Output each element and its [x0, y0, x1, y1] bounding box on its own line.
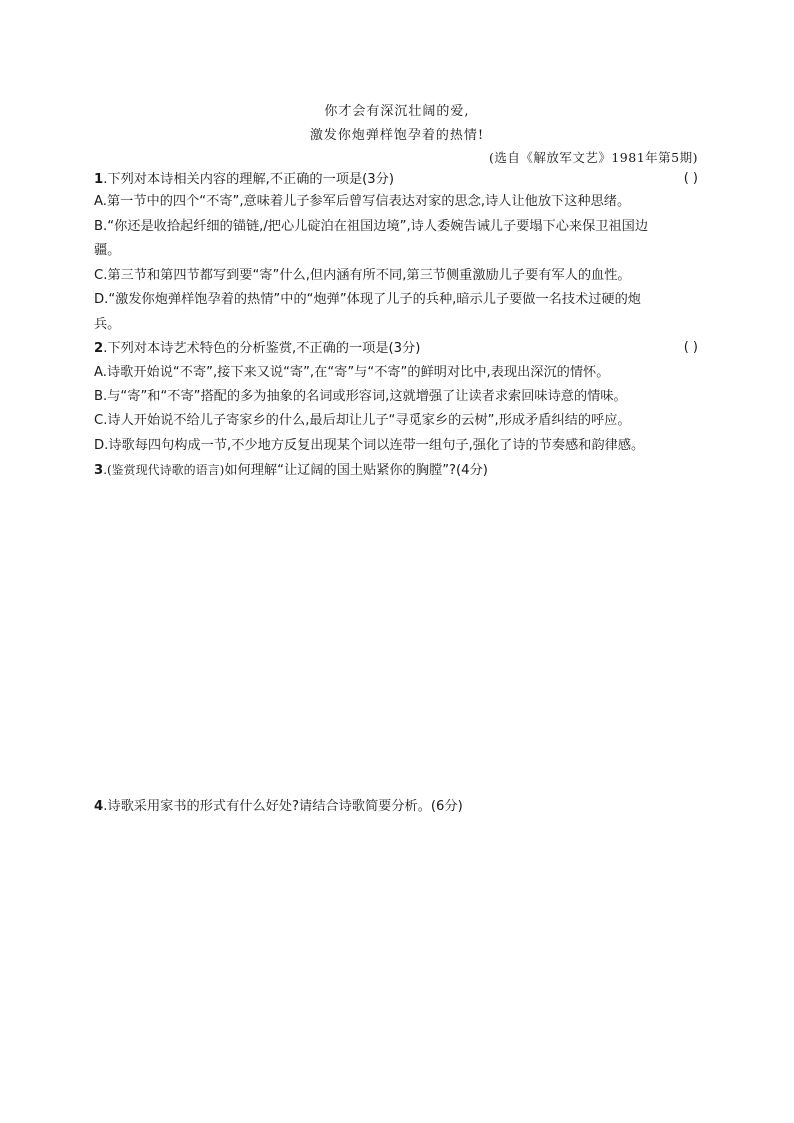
question-number: 4 [94, 799, 104, 814]
question-text: 如何理解“让辽阔的国土贴紧你的胸膛”?(4分) [224, 463, 488, 478]
q2-option-b: B.与“寄”和“不寄”搭配的多为抽象的名词或形容词,这就增强了让读者求索回味诗意的情味。 [94, 389, 627, 404]
poem-line-1: 你才会有深沉壮阔的爱, [324, 104, 470, 119]
q1-option-b: B.“你还是收拾起纤细的锚链,/把心儿碇泊在祖国边境”,诗人委婉告诫儿子要塌下心来保卫祖国边 [94, 219, 649, 234]
q1-option-a: A.第一节中的四个“不寄”,意味着儿子参军后曾写信表达对家的思念,诗人让他放下这种思绪。 [94, 194, 631, 209]
question-text: .诗歌采用家书的形式有什么好处?请结合诗歌简要分析。(6分) [103, 799, 463, 814]
question-1-stem [94, 171, 704, 189]
question-tag: .(鉴赏现代诗歌的语言) [103, 463, 225, 477]
question-text: .下列对本诗相关内容的理解,不正确的一项是(3分) [103, 172, 394, 187]
q1-option-c: C.第三节和第四节都写到要“寄”什么,但内涵有所不同,第三节侧重激励儿子要有军人的血性。 [94, 268, 631, 283]
answer-bracket-2[interactable]: ( ) [683, 340, 698, 355]
q1-option-d-cont: 兵。 [94, 317, 121, 332]
question-number: 3 [94, 463, 104, 478]
question-2-stem [94, 340, 704, 358]
poem-line-2: 激发你炮弹样饱孕着的热情! [309, 128, 485, 143]
q1-option-b-cont: 疆。 [94, 243, 121, 258]
question-number: 2 [94, 341, 104, 356]
q2-option-a: A.诗歌开始说“不寄”,接下来又说“寄”,在“寄”与“不寄”的鲜明对比中,表现出深沉的情怀。 [94, 365, 610, 380]
q1-option-d: D.“激发你炮弹样饱孕着的热情”中的“炮弹”体现了儿子的兵种,暗示儿子要做一名技术过硬的炮 [94, 292, 641, 307]
question-text: .下列对本诗艺术特色的分析鉴赏,不正确的一项是(3分) [103, 341, 421, 356]
poem-source: (选自《解放军文艺》1981年第5期) [488, 150, 698, 165]
q2-option-c: C.诗人开始说不给儿子寄家乡的什么,最后却让儿子“寻觅家乡的云树”,形成矛盾纠结的呼应。 [94, 413, 631, 428]
question-3-stem [94, 461, 704, 480]
question-number: 1 [94, 172, 104, 187]
question-4-stem [94, 798, 704, 816]
answer-bracket-1[interactable]: ( ) [683, 171, 698, 186]
q2-option-d: D.诗歌每四句构成一节,不少地方反复出现某个词以连带一组句子,强化了诗的节奏感和韵律感。 [94, 438, 645, 453]
